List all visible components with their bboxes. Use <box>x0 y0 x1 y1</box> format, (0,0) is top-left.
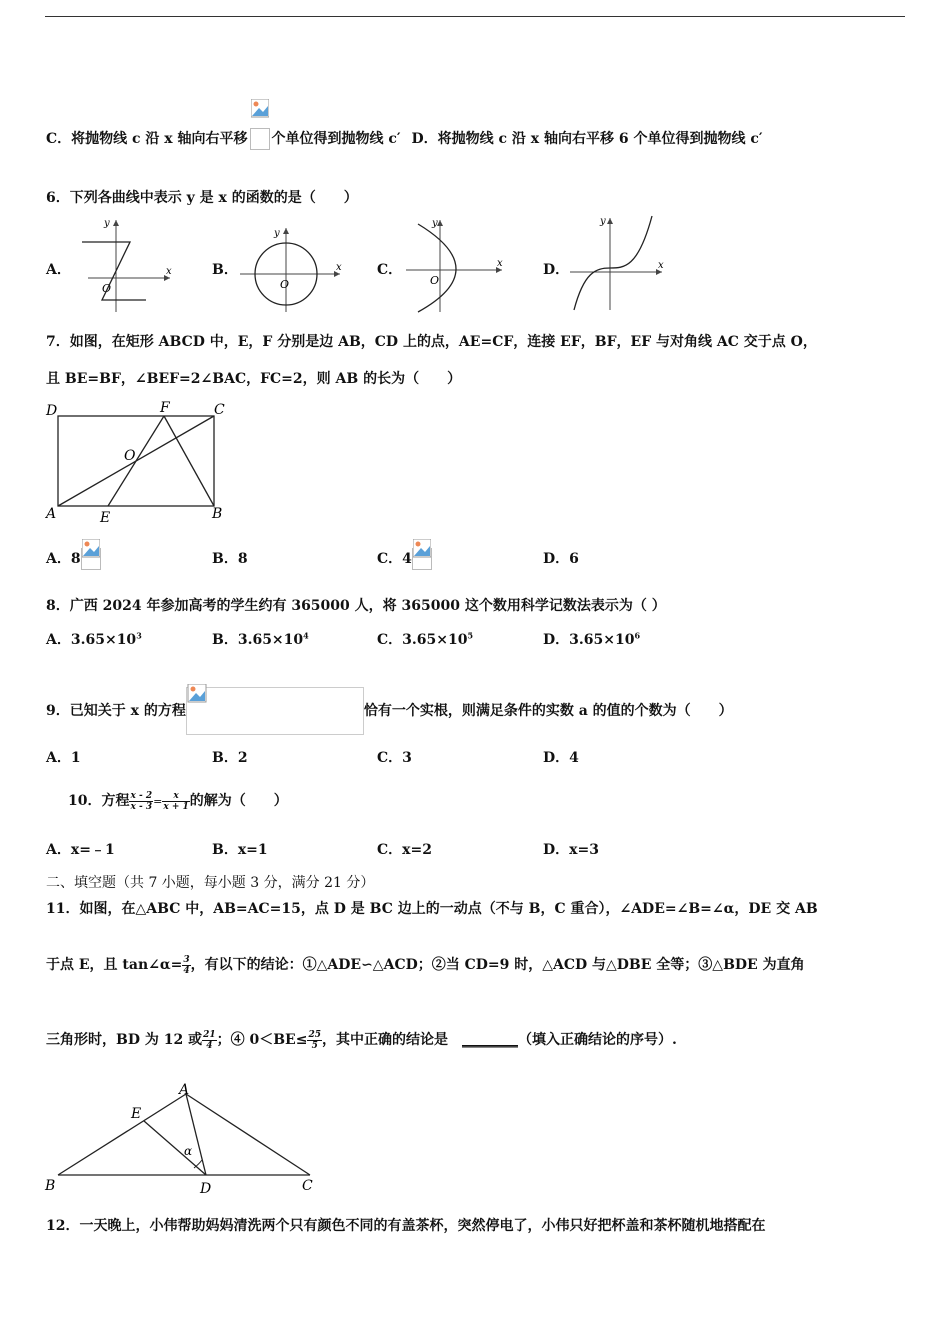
svg-text:A: A <box>179 1082 190 1098</box>
q7-option-c: C．4 <box>377 548 432 570</box>
q8-stem: 8．广西 2024 年参加高考的学生约有 365000 人，将 365000 这个数用科学记数法表示为（ ） <box>46 598 666 614</box>
q11-line1: 11．如图，在△ABC 中，AB=AC=15，点 D 是 BC 边上的一动点（不与 B，C 重合），∠ADE=∠B=∠α，DE 交 AB <box>46 901 818 917</box>
broken-equation-image <box>186 687 364 735</box>
svg-text:y: y <box>274 228 280 239</box>
q7-option-a: A．8 <box>46 548 101 570</box>
svg-text:x: x <box>497 258 503 269</box>
q11-triangle-figure <box>42 1080 322 1202</box>
q9-option-d: D．4 <box>543 750 579 766</box>
q6-graph-b <box>236 224 346 314</box>
q9-option-a: A．1 <box>46 750 81 766</box>
svg-text:α: α <box>184 1144 193 1158</box>
svg-text:E: E <box>100 510 111 526</box>
broken-image-icon <box>81 548 101 570</box>
svg-text:C: C <box>214 402 225 418</box>
q6-option-b-label: B． <box>212 262 238 278</box>
svg-text:O: O <box>280 278 290 291</box>
q7-rectangle-figure <box>44 398 234 526</box>
svg-text:O: O <box>430 274 440 287</box>
q6-option-d-label: D． <box>543 262 570 278</box>
q8-option-b: B．$3.65\times 10^4$ <box>212 630 309 648</box>
section-2-heading: 二、填空题（共 7 小题，每小题 3 分，满分 21 分） <box>46 875 375 891</box>
svg-text:A: A <box>46 506 57 522</box>
svg-text:F: F <box>160 400 170 416</box>
q11-line3: 三角形时，BD 为 12 或 $\frac{21}{4}$ ；④ 0＜BE≤ $\frac{25}{5}$ ，其中正确的结论是 ________（填入正确结论的序号）. <box>46 1029 677 1051</box>
q12-line1: 12．一天晚上，小伟帮助妈妈清洗两个只有颜色不同的有盖茶杯，突然停电了，小伟只好把杯盖和茶杯随机地搭配在 <box>46 1218 766 1234</box>
q6-option-a-label: A． <box>46 262 71 278</box>
svg-text:B: B <box>212 506 223 522</box>
q6-graph-d <box>566 212 670 314</box>
q6-graph-a <box>74 214 174 314</box>
broken-image-icon <box>412 548 432 570</box>
header-rule <box>45 16 905 17</box>
svg-text:x: x <box>658 260 664 271</box>
q6-graph-c <box>402 214 506 314</box>
broken-image-icon <box>187 684 207 704</box>
q7-stem-line1: 7．如图，在矩形 ABCD 中，E，F 分别是边 AB，CD 上的点，AE=CF，连接 EF，BF，EF 与对角线 AC 交于点 O， <box>46 334 817 350</box>
svg-text:y: y <box>600 216 606 227</box>
svg-text:D: D <box>46 403 58 419</box>
fraction: $\frac{3}{4}$ <box>183 954 190 976</box>
q10-stem: 10．方程 $\frac{x - 2}{x - 3}$ = $\frac{x}{x + 1}$ 的解为（ ） <box>68 790 288 812</box>
answer-blank[interactable]: ________ <box>462 1032 518 1048</box>
q7-stem-line2: 且 BE=BF，∠BEF=2∠BAC，FC=2，则 AB 的长为（ ） <box>46 371 462 387</box>
q7-option-d: D．6 <box>543 551 579 567</box>
q10-option-b: B．x=1 <box>212 842 268 858</box>
svg-text:x: x <box>336 262 342 273</box>
svg-text:B: B <box>45 1178 56 1194</box>
q8-option-d: D．$3.65\times 10^6$ <box>543 630 641 648</box>
q10-option-d: D．x=3 <box>543 842 599 858</box>
svg-text:y: y <box>432 218 438 229</box>
q5-option-d: D．将抛物线 c 沿 x 轴向右平移 6 个单位得到抛物线 c′ <box>411 131 763 147</box>
svg-text:x: x <box>166 266 172 277</box>
svg-text:O: O <box>124 448 136 464</box>
q8-option-c: C．$3.65\times 10^5$ <box>377 630 474 648</box>
q5-option-c: C．将抛物线 c 沿 x 轴向右平移 个单位得到抛物线 c′ D．将抛物线 c 沿 x 轴向右平移 6 个单位得到抛物线 c′ <box>46 128 763 150</box>
fraction: $\frac{x}{x + 1}$ <box>163 790 189 812</box>
broken-image-icon <box>250 128 270 150</box>
q7-option-b: B．8 <box>212 551 248 567</box>
q10-option-c: C．x=2 <box>377 842 432 858</box>
svg-text:C: C <box>302 1178 313 1194</box>
q8-option-a: A．$3.65\times 10^3$ <box>46 630 142 648</box>
svg-text:O: O <box>102 282 112 295</box>
svg-text:E: E <box>131 1106 142 1122</box>
fraction: $\frac{x - 2}{x - 3}$ <box>130 790 153 812</box>
q6-stem: 6．下列各曲线中表示 y 是 x 的函数的是（ ） <box>46 190 358 206</box>
svg-text:D: D <box>200 1181 212 1197</box>
q11-line2: 于点 E，且 tan∠α= $\frac{3}{4}$ ，有以下的结论：①△ADE∽△ACD；②当 CD=9 时，△ACD 与△DBE 全等；③△BDE 为直角 <box>46 954 805 976</box>
svg-text:y: y <box>104 218 110 229</box>
fraction: $\frac{21}{4}$ <box>203 1029 216 1051</box>
fraction: $\frac{25}{5}$ <box>308 1029 321 1051</box>
q10-option-a: A．x=﹣1 <box>46 842 115 858</box>
q6-option-c-label: C． <box>377 262 403 278</box>
q9-option-b: B．2 <box>212 750 248 766</box>
q9-stem: 9．已知关于 x 的方程 恰有一个实根，则满足条件的实数 a 的值的个数为（ ） <box>46 687 733 735</box>
q9-option-c: C．3 <box>377 750 412 766</box>
